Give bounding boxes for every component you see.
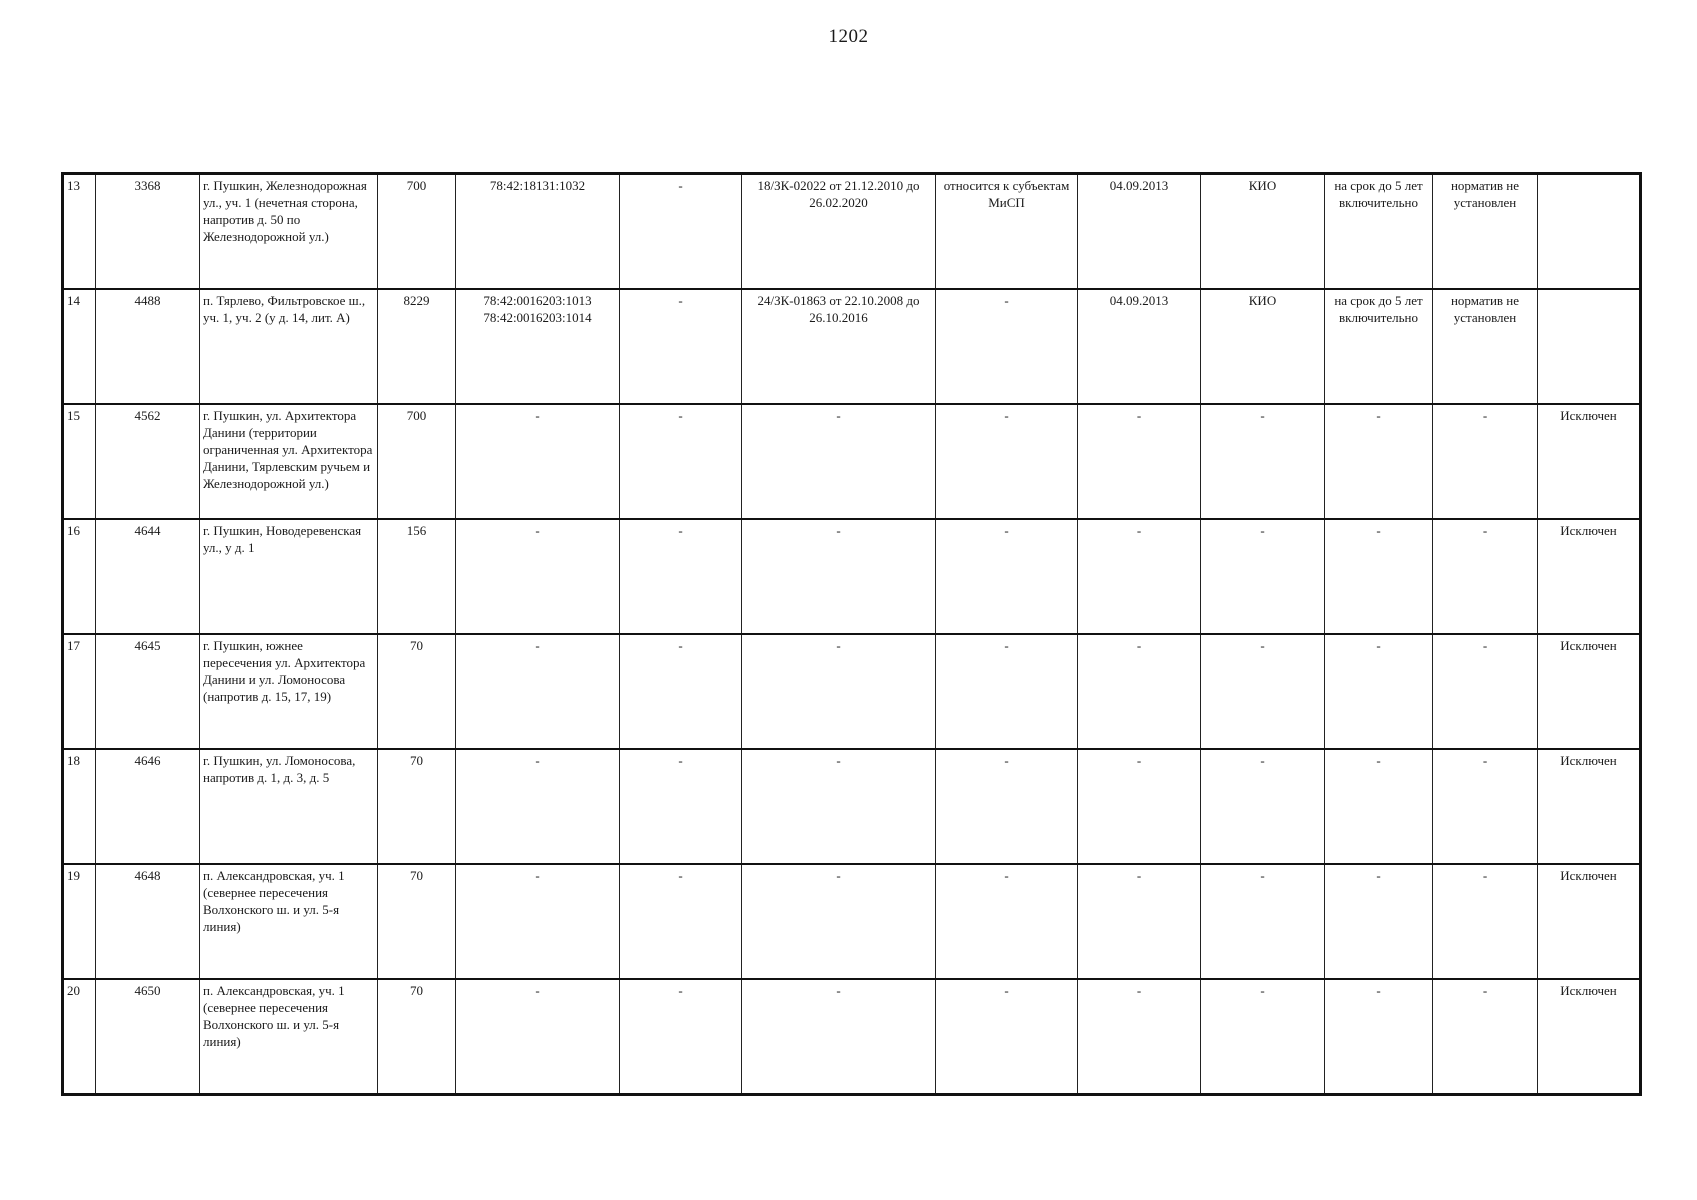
- row-number: 19: [63, 864, 96, 979]
- norm-value: норматив не установлен: [1433, 289, 1538, 404]
- column-5-value: -: [620, 749, 742, 864]
- decision-date: -: [1078, 864, 1201, 979]
- row-note: Исключен: [1538, 979, 1641, 1095]
- plot-id: 4650: [96, 979, 200, 1095]
- table-row: [63, 289, 1641, 404]
- subject-category: -: [936, 634, 1078, 749]
- contract-info: -: [742, 979, 936, 1095]
- decision-date: -: [1078, 404, 1201, 519]
- subject-category: -: [936, 519, 1078, 634]
- row-note: Исключен: [1538, 634, 1641, 749]
- plot-id: 4646: [96, 749, 200, 864]
- decision-date: -: [1078, 519, 1201, 634]
- lease-term: -: [1325, 634, 1433, 749]
- plot-address: п. Александровская, уч. 1 (севернее пересечения Волхонского ш. и ул. 5-я линия): [200, 979, 378, 1095]
- land-plots-table: [61, 172, 1642, 1096]
- table-row: [63, 404, 1641, 519]
- lease-term: -: [1325, 979, 1433, 1095]
- cadastral-number: -: [456, 864, 620, 979]
- norm-value: -: [1433, 979, 1538, 1095]
- plot-address: п. Тярлево, Фильтровское ш., уч. 1, уч. 2 (у д. 14, лит. А): [200, 289, 378, 404]
- cadastral-number: 78:42:0016203:1013 78:42:0016203:1014: [456, 289, 620, 404]
- plot-area: 8229: [378, 289, 456, 404]
- table-row: [63, 634, 1641, 749]
- plot-id: 4488: [96, 289, 200, 404]
- lease-term: -: [1325, 404, 1433, 519]
- contract-info: 24/ЗК-01863 от 22.10.2008 до 26.10.2016: [742, 289, 936, 404]
- cadastral-number: -: [456, 634, 620, 749]
- column-5-value: -: [620, 289, 742, 404]
- table-row: [63, 864, 1641, 979]
- table-row: [63, 174, 1641, 290]
- plot-area: 70: [378, 864, 456, 979]
- page-number: 1202: [828, 26, 869, 47]
- norm-value: -: [1433, 749, 1538, 864]
- contract-info: -: [742, 864, 936, 979]
- plot-area: 70: [378, 634, 456, 749]
- table-body: [63, 174, 1641, 1095]
- organization: -: [1201, 864, 1325, 979]
- organization: -: [1201, 404, 1325, 519]
- plot-id: 4644: [96, 519, 200, 634]
- subject-category: относится к субъектам МиСП: [936, 174, 1078, 290]
- plot-id: 4645: [96, 634, 200, 749]
- contract-info: -: [742, 634, 936, 749]
- decision-date: -: [1078, 634, 1201, 749]
- cadastral-number: -: [456, 404, 620, 519]
- row-note: [1538, 174, 1641, 290]
- subject-category: -: [936, 289, 1078, 404]
- table-row: [63, 749, 1641, 864]
- contract-info: -: [742, 519, 936, 634]
- row-number: 17: [63, 634, 96, 749]
- contract-info: -: [742, 749, 936, 864]
- decision-date: -: [1078, 979, 1201, 1095]
- row-note: Исключен: [1538, 749, 1641, 864]
- row-note: Исключен: [1538, 404, 1641, 519]
- organization: -: [1201, 634, 1325, 749]
- lease-term: на срок до 5 лет включительно: [1325, 289, 1433, 404]
- organization: КИО: [1201, 174, 1325, 290]
- norm-value: -: [1433, 519, 1538, 634]
- plot-address: п. Александровская, уч. 1 (севернее пересечения Волхонского ш. и ул. 5-я линия): [200, 864, 378, 979]
- norm-value: -: [1433, 864, 1538, 979]
- lease-term: -: [1325, 749, 1433, 864]
- subject-category: -: [936, 864, 1078, 979]
- plot-address: г. Пушкин, ул. Архитектора Данини (территории ограниченная ул. Архитектора Данини, Тярлевским ручьем и Железнодорожной ул.): [200, 404, 378, 519]
- row-note: Исключен: [1538, 519, 1641, 634]
- cadastral-number: -: [456, 749, 620, 864]
- row-number: 14: [63, 289, 96, 404]
- subject-category: -: [936, 749, 1078, 864]
- row-number: 15: [63, 404, 96, 519]
- organization: КИО: [1201, 289, 1325, 404]
- column-5-value: -: [620, 634, 742, 749]
- lease-term: на срок до 5 лет включительно: [1325, 174, 1433, 290]
- table-row: [63, 979, 1641, 1095]
- contract-info: -: [742, 404, 936, 519]
- subject-category: -: [936, 404, 1078, 519]
- row-number: 18: [63, 749, 96, 864]
- subject-category: -: [936, 979, 1078, 1095]
- contract-info: 18/ЗК-02022 от 21.12.2010 до 26.02.2020: [742, 174, 936, 290]
- row-note: [1538, 289, 1641, 404]
- column-5-value: -: [620, 404, 742, 519]
- plot-address: г. Пушкин, ул. Ломоносова, напротив д. 1, д. 3, д. 5: [200, 749, 378, 864]
- decision-date: -: [1078, 749, 1201, 864]
- organization: -: [1201, 519, 1325, 634]
- plot-address: г. Пушкин, Новодеревенская ул., у д. 1: [200, 519, 378, 634]
- plot-area: 156: [378, 519, 456, 634]
- norm-value: норматив не установлен: [1433, 174, 1538, 290]
- plot-area: 700: [378, 174, 456, 290]
- plot-area: 70: [378, 979, 456, 1095]
- row-number: 16: [63, 519, 96, 634]
- row-number: 20: [63, 979, 96, 1095]
- lease-term: -: [1325, 519, 1433, 634]
- plot-area: 700: [378, 404, 456, 519]
- column-5-value: -: [620, 979, 742, 1095]
- plot-id: 4562: [96, 404, 200, 519]
- organization: -: [1201, 979, 1325, 1095]
- organization: -: [1201, 749, 1325, 864]
- row-note: Исключен: [1538, 864, 1641, 979]
- column-5-value: -: [620, 174, 742, 290]
- lease-term: -: [1325, 864, 1433, 979]
- cadastral-number: 78:42:18131:1032: [456, 174, 620, 290]
- plot-id: 3368: [96, 174, 200, 290]
- column-5-value: -: [620, 864, 742, 979]
- cadastral-number: -: [456, 979, 620, 1095]
- decision-date: 04.09.2013: [1078, 289, 1201, 404]
- decision-date: 04.09.2013: [1078, 174, 1201, 290]
- plot-id: 4648: [96, 864, 200, 979]
- norm-value: -: [1433, 404, 1538, 519]
- cadastral-number: -: [456, 519, 620, 634]
- column-5-value: -: [620, 519, 742, 634]
- plot-address: г. Пушкин, Железнодорожная ул., уч. 1 (нечетная сторона, напротив д. 50 по Железнодорожной ул.): [200, 174, 378, 290]
- plot-address: г. Пушкин, южнее пересечения ул. Архитектора Данини и ул. Ломоносова (напротив д. 15, 17, 19): [200, 634, 378, 749]
- row-number: 13: [63, 174, 96, 290]
- table-row: [63, 519, 1641, 634]
- norm-value: -: [1433, 634, 1538, 749]
- plot-area: 70: [378, 749, 456, 864]
